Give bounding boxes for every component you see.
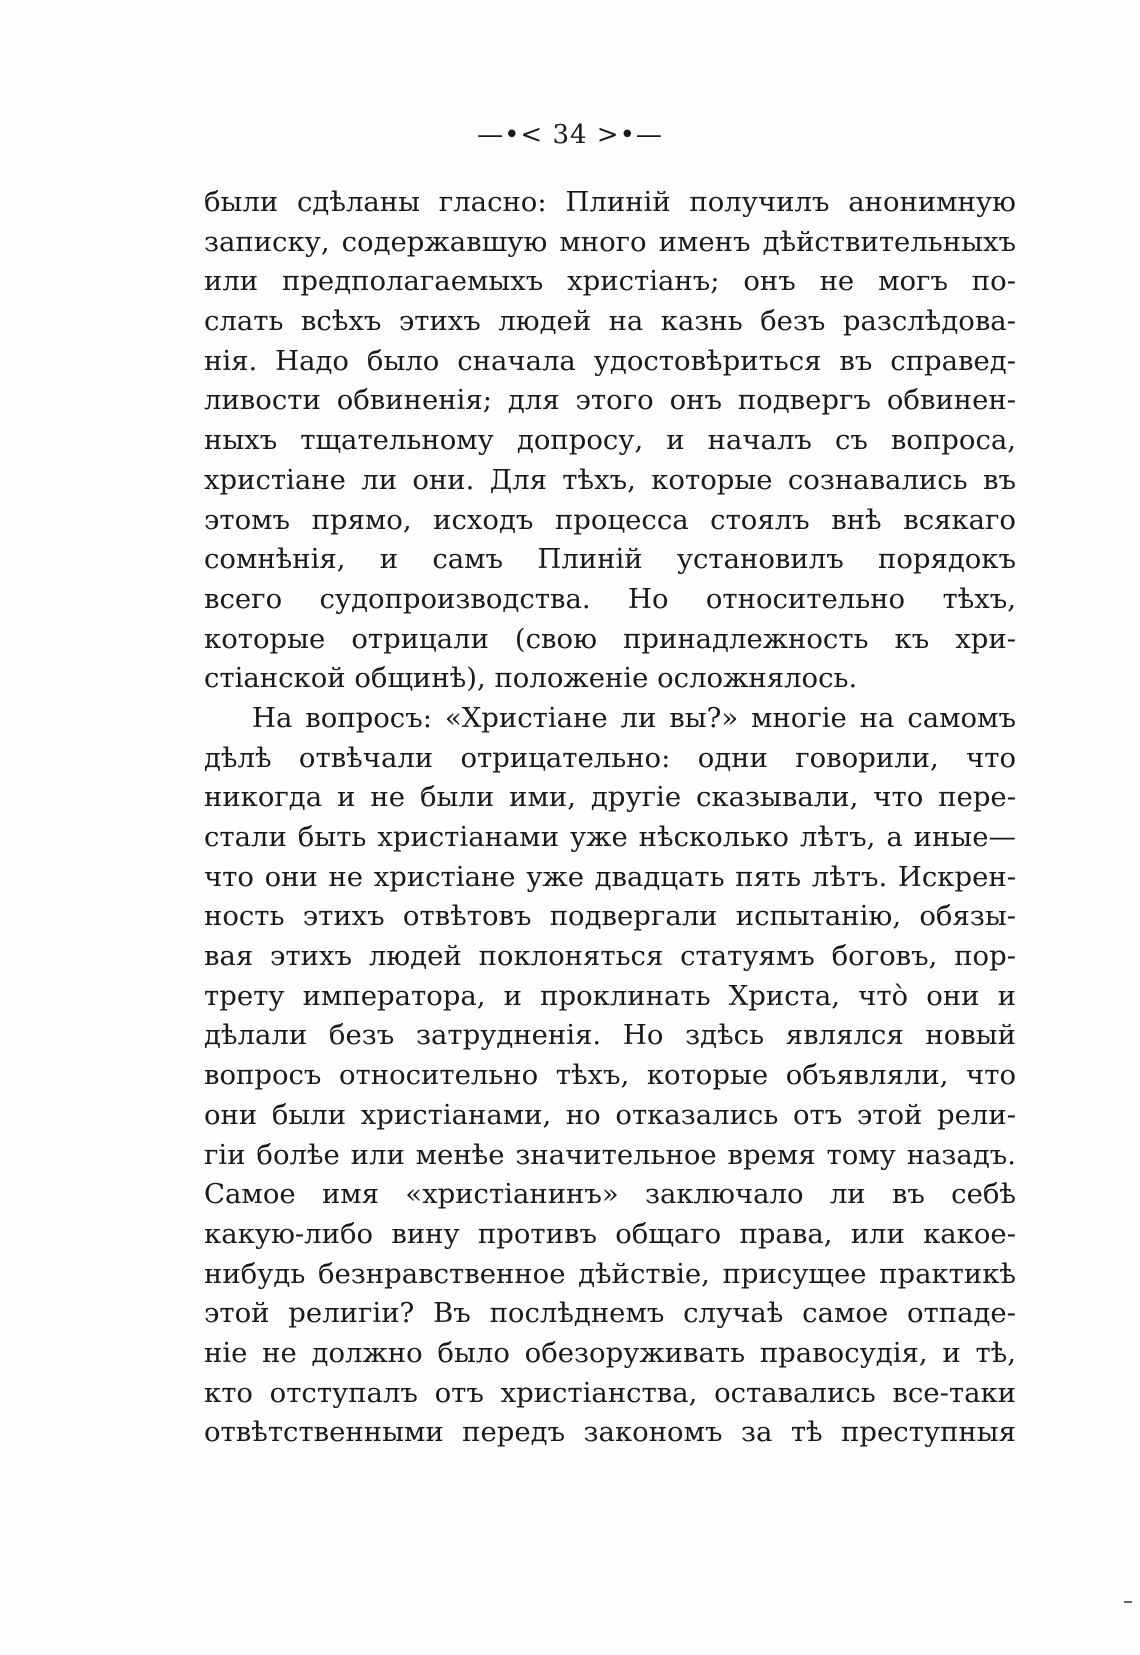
text-line: ливости обвиненія; для этого онъ подвергъ обвинен- <box>204 384 1016 417</box>
text-line: всего судопроизводства. Но относительно тѣхъ, <box>204 582 1016 615</box>
text-line: ніе не должно было обезоруживать правосудія, и тѣ, <box>204 1336 1016 1369</box>
text-line: записку, содержавшую много именъ дѣйствительныхъ <box>204 225 1016 258</box>
text-line: дѣлали безъ затрудненія. Но здѣсь являлся новый <box>204 1019 1016 1052</box>
paragraph-2 <box>204 699 1016 1453</box>
text-line: какую-либо вину противъ общаго права, или какое- <box>204 1217 1016 1250</box>
text-line: которые отрицали (свою принадлежность къ хри- <box>204 622 1016 655</box>
text-line: были сдѣланы гласно: Плиній получилъ анонимную <box>204 186 1016 218</box>
text-line: вопросъ относительно тѣхъ, которые объявляли, что <box>204 1059 1016 1092</box>
text-line: вая этихъ людей поклоняться статуямъ боговъ, пор- <box>204 940 1016 973</box>
text-line: никогда и не были ими, другіе сказывали, что пере- <box>204 781 1016 814</box>
text-line: нія. Надо было сначала удостовѣриться въ справед- <box>204 344 1016 377</box>
page-number: —•< 34 >•— <box>477 120 663 150</box>
text-line: ность этихъ отвѣтовъ подвергали испытанію, обязы- <box>204 900 1016 933</box>
paragraph-1 <box>204 183 1016 699</box>
text-line: отвѣтственными передъ закономъ за тѣ преступныя <box>204 1416 1016 1449</box>
text-line: кто отступалъ отъ христіанства, оставались все-таки <box>204 1376 1016 1409</box>
text-line: христіане ли они. Для тѣхъ, которые сознавались въ <box>204 463 1016 496</box>
text-line: гіи болѣе или менѣе значительное время тому назадъ. <box>204 1138 1016 1171</box>
text-line: они были христіанами, но отказались отъ этой рели- <box>204 1098 1016 1131</box>
text-line: стіанской общинѣ), положеніе осложнялось. <box>204 662 858 695</box>
text-line: этой религіи? Въ послѣднемъ случаѣ самое отпаде- <box>204 1297 1016 1330</box>
text-line: этомъ прямо, исходъ процесса стоялъ внѣ всякаго <box>204 503 1016 536</box>
text-line: Самое имя «христіанинъ» заключало ли въ себѣ <box>204 1178 1016 1211</box>
text-line: нибудь безнравственное дѣйствіе, присущее практикѣ <box>204 1257 1016 1290</box>
text-line: стали быть христіанами уже нѣсколько лѣтъ, а иные— <box>204 821 1016 853</box>
text-line: На вопросъ: «Христіане ли вы?» многіе на самомъ <box>252 701 1016 734</box>
text-line: что они не христіане уже двадцать пять лѣтъ. Искрен- <box>204 860 1016 893</box>
text-line: слать всѣхъ этихъ людей на казнь безъ разслѣдова- <box>204 305 1016 338</box>
text-line: сомнѣнія, и самъ Плиній установилъ порядокъ <box>204 543 1016 576</box>
text-line: или предполагаемыхъ христіанъ; онъ не могъ по- <box>204 265 1016 298</box>
text-line: трету императора, и проклинать Христа, что̀ они и <box>204 979 1016 1012</box>
scan-edge-mark <box>1124 1601 1132 1603</box>
text-line: дѣлѣ отвѣчали отрицательно: одни говорили, что <box>204 741 1016 774</box>
text-line: ныхъ тщательному допросу, и началъ съ вопроса, <box>204 424 1016 457</box>
body-text <box>204 183 1016 1453</box>
